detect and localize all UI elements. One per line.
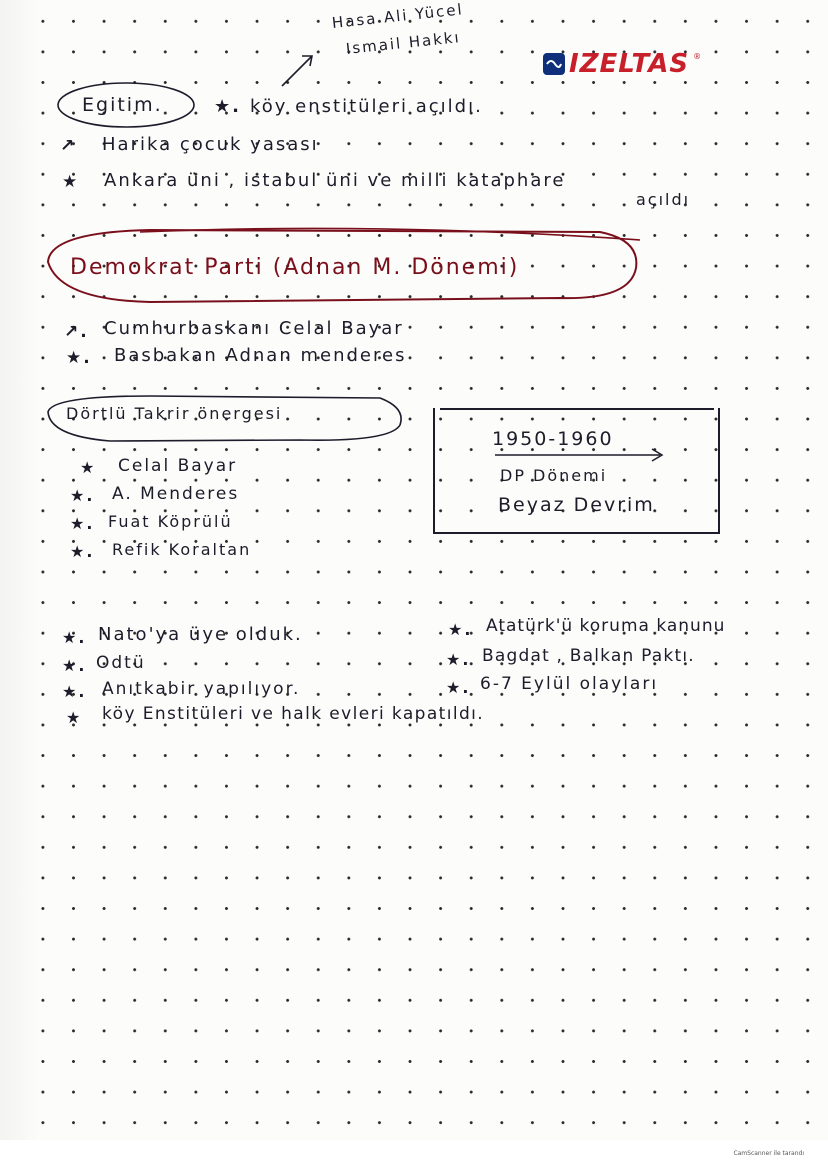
- dortlu-item: Refik Koraltan: [112, 540, 252, 559]
- egitim-item: açıldı: [636, 190, 691, 209]
- dp-title: Demokrat Parti (Adnan M. Dönemi): [70, 255, 520, 280]
- dp-period-label: DP Dönemi: [500, 466, 608, 485]
- bullet: ★.: [70, 486, 95, 505]
- event-item: Anıtkabir yapılıyor.: [102, 679, 301, 699]
- bullet: ★.: [214, 96, 241, 117]
- page-bottom-strip: [0, 1140, 828, 1171]
- bullet: ★: [66, 708, 83, 727]
- bullet: ★.: [62, 656, 87, 675]
- bullet: ★.: [70, 542, 95, 561]
- egitim-heading: Egitim.: [82, 94, 163, 116]
- bullet: ★.: [62, 628, 87, 647]
- event-item: Nato'ya üye olduk.: [98, 624, 303, 645]
- dortlu-item: A. Menderes: [112, 484, 240, 504]
- top-note-line2: Ismail Hakkı: [345, 28, 462, 58]
- bullet: ★: [80, 458, 97, 477]
- bullet: ↗.: [64, 322, 89, 342]
- bullet: ↗: [60, 136, 77, 156]
- arrow-up-icon: [282, 56, 312, 86]
- logo-text: IZELTAS: [569, 49, 690, 79]
- logo-reg-mark: ®: [693, 52, 702, 61]
- bullet: ★.: [446, 650, 471, 669]
- egitim-item: Harika çocuk yasası: [102, 134, 319, 155]
- bullet: ★.: [446, 678, 471, 697]
- dp-role: Cumhurbaskanı Celal Bayar: [104, 318, 404, 339]
- dp-years: 1950-1960: [492, 428, 614, 450]
- egitim-item: köy enstitüleri açıldı.: [250, 96, 483, 117]
- dp-nickname: Beyaz Devrim: [498, 494, 655, 516]
- bullet: ★.: [70, 514, 95, 533]
- scanner-watermark: CamScanner ile tarandı: [733, 1150, 804, 1157]
- dortlu-item: Fuat Köprülü: [108, 512, 233, 531]
- dortlu-heading: Dörtlü Takrir önergesi: [66, 404, 283, 423]
- event-item: Bagdat , Balkan Paktı.: [482, 646, 695, 666]
- bullet: ★.: [62, 682, 87, 701]
- event-item: Atatürk'ü koruma kanunu: [486, 616, 726, 636]
- dortlu-item: Celal Bayar: [118, 456, 238, 476]
- top-note-line1: Hasa Ali Yücel: [331, 0, 465, 32]
- bullet: ★.: [66, 348, 92, 368]
- egitim-item: Ankara üni , istabul üni ve milli kataphare: [104, 170, 566, 191]
- dp-role: Basbakan Adnan menderes: [114, 345, 407, 366]
- event-item: köy Enstitüleri ve halk evleri kapatıldı.: [102, 704, 485, 724]
- event-item: Odtü: [96, 653, 146, 673]
- bullet: ★.: [448, 620, 473, 639]
- bullet: ★: [62, 172, 80, 192]
- event-item: 6-7 Eylül olayları: [480, 674, 659, 694]
